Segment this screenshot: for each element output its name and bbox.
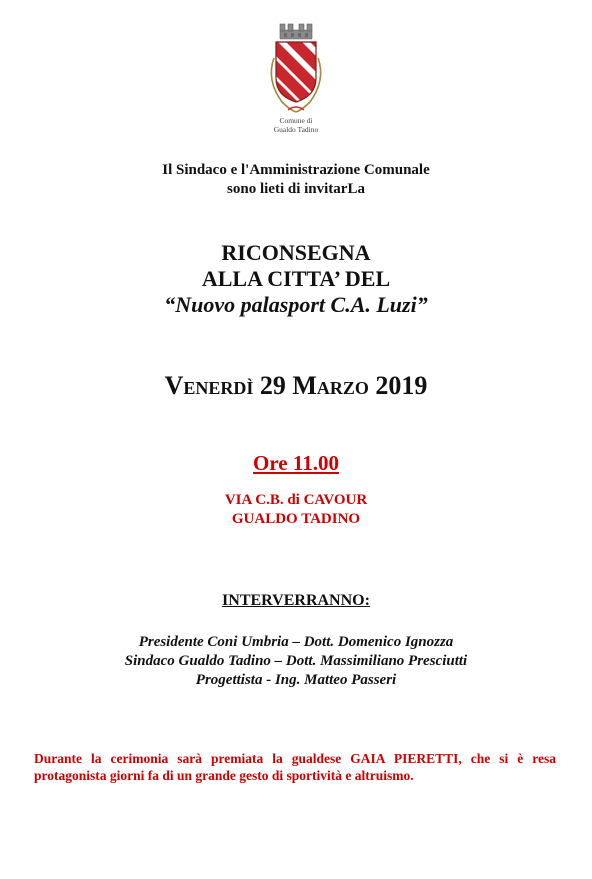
- crest-caption-line2: Gualdo Tadino: [273, 125, 319, 134]
- ceremony-note: Durante la cerimonia sarà premiata la gualdese GAIA PIERETTI, che si è resa protagonista giorni fa di un grande gesto di sportività e altruismo.: [34, 751, 556, 783]
- event-date: Venerdì 29 Marzo 2019: [164, 371, 428, 400]
- address-line-2: GUALDO TADINO: [231, 511, 361, 527]
- event-time: Ore 11.00: [253, 451, 339, 475]
- crest-shield-icon: [258, 18, 334, 116]
- speaker-item: Progettista - Ing. Matteo Passeri: [195, 672, 397, 688]
- title-line-2: ALLA CITTA’ DEL: [201, 266, 391, 291]
- speakers-heading: INTERVERRANNO:: [222, 592, 370, 609]
- municipal-crest: [258, 18, 334, 136]
- crest-caption-line1: Comune di: [279, 116, 313, 125]
- address-line-1: VIA C.B. di CAVOUR: [224, 492, 368, 508]
- title-line-1: RICONSEGNA: [221, 240, 371, 265]
- intro-line-2: sono lieti di invitarLa: [227, 181, 365, 197]
- title-line-3: “Nuovo palasport C.A. Luzi”: [164, 292, 428, 317]
- speaker-item: Presidente Coni Umbria – Dott. Domenico Ignozza: [138, 634, 454, 650]
- speaker-item: Sindaco Gualdo Tadino – Dott. Massimiliano Presciutti: [124, 653, 468, 669]
- intro-line-1: Il Sindaco e l'Amministrazione Comunale: [162, 162, 430, 178]
